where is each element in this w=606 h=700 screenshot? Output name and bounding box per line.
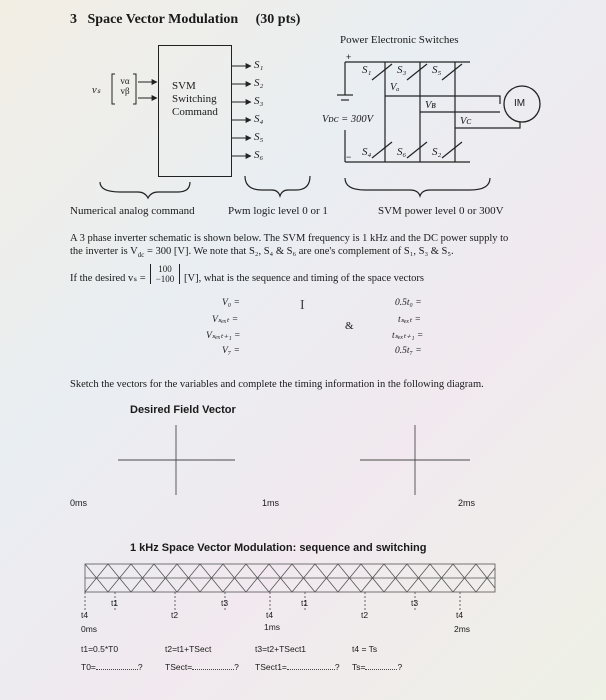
question-title: Space Vector Modulation	[87, 12, 239, 27]
fill-v0: V₀ =	[222, 298, 240, 308]
switch-s6: S₆	[397, 146, 407, 158]
desired-field-title: Desired Field Vector	[130, 404, 236, 416]
switch-s3: S₃	[397, 64, 407, 76]
switch-s5: S₅	[432, 64, 442, 76]
marker-t3-a: t3	[221, 598, 229, 608]
fill-v7: V₇ =	[222, 346, 240, 356]
fill-TSect1-row: TSect1= ?	[255, 662, 340, 672]
matrix-alpha: vα	[120, 76, 130, 86]
inverter-schematic	[0, 0, 606, 230]
switch-s2: S₂	[432, 146, 442, 158]
marker-t2-a: t2	[171, 610, 179, 620]
sketch-axes	[0, 420, 606, 500]
dc-plus: +	[346, 52, 352, 62]
problem-desired-suffix: [V], what is the sequence and timing of the space vectors	[184, 273, 424, 284]
marker-t3-b: t3	[411, 598, 419, 608]
desired-bottom: −100	[155, 274, 175, 284]
input-vector-label: vₛ	[92, 85, 101, 96]
out-s6: S₆	[254, 149, 264, 161]
problem-line2: the inverter is $V_{dc} = 300$ [V]. We note that S₂, S₄ & S₆ are one's complement of S₁, S₃ & S₅.	[70, 246, 454, 260]
marker-t2-b: t2	[361, 610, 369, 620]
switch-s4: S₄	[362, 146, 372, 158]
eq-t1: t1=0.5*T0	[81, 644, 119, 654]
eq-t3: t3=t2+TSect1	[255, 644, 307, 654]
axis-0ms: 0ms	[70, 498, 88, 508]
timing-title: 1 kHz Space Vector Modulation: sequence and switching	[130, 542, 427, 554]
switch-s1: S₁	[362, 64, 372, 76]
eq-t2: t2=t1+TSect	[165, 644, 212, 654]
voltage-vb: Vʙ	[425, 100, 436, 111]
out-s4: S₄	[254, 113, 264, 125]
fill-vsect: Vₛₑₓₜ =	[212, 315, 239, 325]
fill-t7: 0.5t₇ =	[395, 346, 422, 356]
inverter-legs	[372, 62, 520, 162]
input-matrix	[116, 76, 134, 96]
marker-t1-b: t1	[301, 598, 309, 608]
caption-pwm: Pwm logic level 0 or 1	[228, 205, 328, 217]
svm-label-line1: SVM	[172, 80, 196, 92]
problem-desired: If the desired vₛ =	[70, 273, 146, 284]
text-cursor: I	[300, 298, 305, 313]
motor-label: IM	[514, 98, 526, 109]
svm-output-arrows	[231, 66, 251, 156]
dc-minus: −	[346, 152, 352, 162]
marker-t4-b: t4	[266, 610, 274, 620]
fill-t0: 0.5t₀ =	[395, 298, 422, 308]
voltage-va: Vₐ	[390, 82, 400, 93]
matrix-beta: vβ	[120, 86, 130, 96]
out-s1: S₁	[254, 59, 264, 71]
ampersand: &	[345, 320, 354, 332]
marker-t4-a: t4	[81, 610, 89, 620]
out-s5: S₅	[254, 131, 264, 143]
eq-t4: t4 = Ts	[352, 644, 378, 654]
marker-t1-a: t1	[111, 598, 119, 608]
sketch-instruction: Sketch the vectors for the variables and complete the timing information in the following diagram.	[70, 379, 484, 390]
question-points: (30 pts)	[255, 12, 301, 27]
axis-2ms: 2ms	[458, 498, 476, 508]
problem-line1: A 3 phase inverter schematic is shown below. The SVM frequency is 1 kHz and the DC power supply to	[70, 233, 509, 244]
svm-block-label	[172, 80, 218, 119]
sub-0ms: 0ms	[81, 624, 98, 634]
section-braces	[100, 176, 490, 198]
axis-1ms: 1ms	[262, 498, 280, 508]
out-s2: S₂	[254, 77, 264, 89]
fill-T0-row: T0= ?	[81, 662, 143, 672]
sub-1ms: 1ms	[264, 622, 281, 632]
out-s3: S₃	[254, 95, 264, 107]
question-number: 3	[70, 12, 77, 27]
svm-label-line2: Switching	[172, 93, 217, 105]
fill-tsect1: tₛₑₓₜ₊₁ =	[392, 331, 424, 341]
desired-top: 100	[158, 264, 172, 274]
svm-label-line3: Command	[172, 106, 218, 118]
caption-numerical: Numerical analog command	[70, 205, 195, 217]
marker-t4-c: t4	[456, 610, 464, 620]
fill-vsect1: Vₛₑₓₜ₊₁ =	[206, 331, 241, 341]
vdc-label: Vᴅᴄ = 300V	[322, 114, 373, 125]
input-matrix-bracket-left	[112, 74, 115, 104]
fill-TSect-row: TSect= ?	[165, 662, 239, 672]
power-switches-title: Power Electronic Switches	[340, 34, 459, 46]
desired-matrix	[150, 264, 180, 284]
fill-tsect: tₛₑₓₜ =	[398, 315, 421, 325]
voltage-vc: Vᴄ	[460, 116, 472, 127]
sub-2ms: 2ms	[454, 624, 471, 634]
caption-svm-power: SVM power level 0 or 300V	[378, 205, 504, 217]
fill-Ts-row: Ts= ?	[352, 662, 403, 672]
